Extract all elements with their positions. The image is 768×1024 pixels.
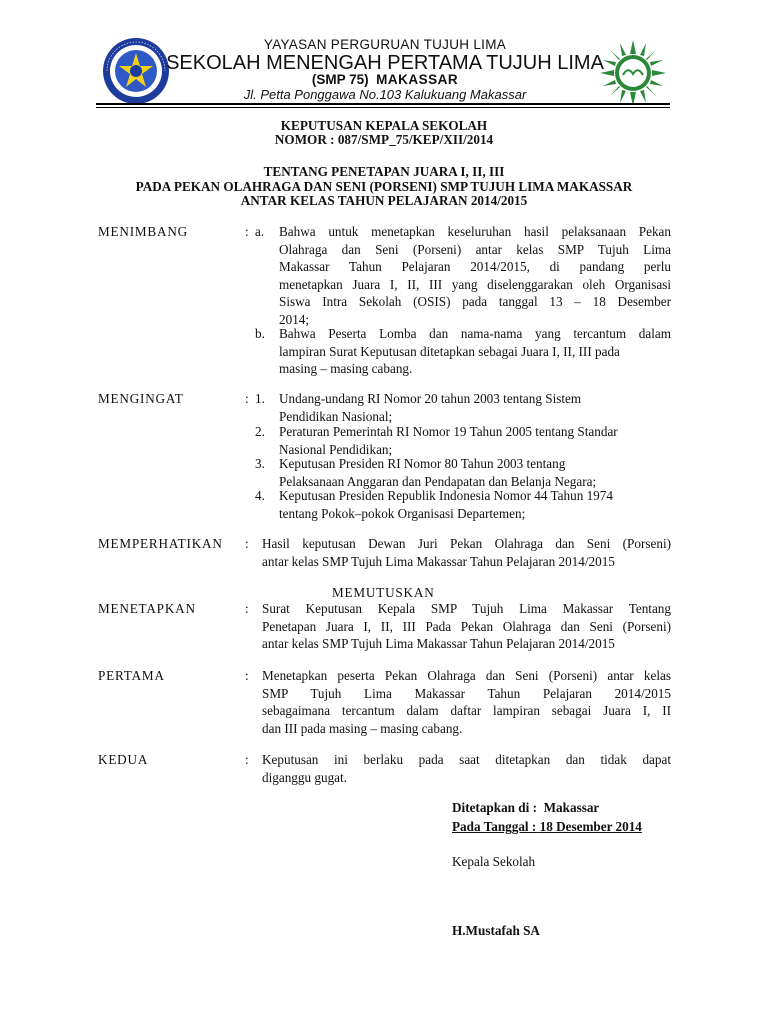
pertama-label: PERTAMA	[98, 668, 165, 683]
text-line: Menetapkan peserta Pekan Olahraga dan Seni (Porseni) antar kelas	[262, 668, 671, 683]
text-line: lampiran Surat Keputusan ditetapkan sebagai Juara I, II, III pada	[279, 343, 620, 359]
text-line: Penetapan Juara I, II, III Pada Pekan Olahraga dan Seni (Porseni)	[262, 618, 671, 634]
text-line: Pendidikan Nasional;	[279, 408, 393, 424]
mengingat-item-4	[279, 487, 671, 522]
memutuskan-heading: MEMUTUSKAN	[332, 585, 435, 600]
foundation-name: YAYASAN PERGURUAN TUJUH LIMA	[263, 37, 507, 52]
place-value: Makassar	[543, 800, 600, 815]
date-label: Pada Tanggal :	[452, 819, 537, 834]
text-line: Pelaksanaan Anggaran dan Pendapatan dan Belanja Negara;	[279, 473, 597, 489]
pertama-text	[262, 667, 671, 737]
header-rule-thick	[96, 103, 670, 105]
date-of-decree	[452, 818, 642, 836]
signer-name: H.Mustafah SA	[452, 923, 540, 938]
text-line: SMP Tujuh Lima Makassar Tahun Pelajaran 2014/2015	[262, 685, 671, 701]
menimbang-label: MENIMBANG	[98, 224, 188, 239]
mengingat-marker-2: 2.	[255, 424, 265, 439]
muhammadiyah-sun-icon	[598, 38, 668, 108]
kedua-colon: :	[245, 752, 249, 767]
right-logo	[598, 38, 668, 108]
menimbang-marker-a: a.	[255, 224, 265, 239]
text-line: dan III pada masing – masing cabang.	[262, 720, 463, 736]
decree-number: NOMOR : 087/SMP_75/KEP/XII/2014	[274, 132, 494, 147]
memperhatikan-colon: :	[245, 536, 249, 551]
text-line: Keputusan Presiden RI Nomor 80 Tahun 2003 tentang	[279, 456, 566, 471]
menetapkan-colon: :	[245, 601, 249, 616]
text-line: menetapkan Juara I, II, III yang diselenggarakan oleh Organisasi	[279, 276, 671, 292]
menimbang-item-a	[279, 223, 671, 328]
decree-event: PADA PEKAN OLAHRAGA DAN SENI (PORSENI) SMP TUJUH LIMA MAKASSAR	[135, 179, 633, 194]
text-line: Surat Keputusan Kepala SMP Tujuh Lima Makassar Tentang	[262, 601, 671, 616]
text-line: antar kelas SMP Tujuh Lima Makassar Tahun Pelajaran 2014/2015	[262, 636, 615, 651]
place-of-decree	[452, 799, 599, 817]
school-city: MAKASSAR	[376, 72, 459, 87]
text-line: sebagaimana tercantum dalam daftar lampiran sebagai Juara I, II	[262, 703, 671, 718]
menetapkan-label: MENETAPKAN	[98, 601, 196, 616]
text-line: Nasional Pendidikan;	[279, 441, 393, 457]
mengingat-marker-3: 3.	[255, 456, 265, 471]
place-label: Ditetapkan di :	[452, 800, 537, 815]
mengingat-label: MENGINGAT	[98, 391, 184, 406]
mengingat-item-2	[279, 423, 671, 458]
menimbang-marker-b: b.	[255, 326, 265, 341]
memperhatikan-text	[262, 535, 671, 570]
mengingat-colon: :	[245, 391, 249, 406]
kedua-text	[262, 751, 671, 786]
text-line: 2014;	[279, 311, 310, 327]
memperhatikan-label: MEMPERHATIKAN	[98, 536, 223, 551]
text-line: Siswa Intra Sekolah (OSIS) pada tanggal 13 – 18 Desember	[279, 294, 671, 309]
text-line: masing – masing cabang.	[279, 361, 413, 376]
mengingat-item-3	[279, 455, 671, 490]
school-code: (SMP 75)	[311, 72, 369, 87]
menimbang-item-b	[279, 325, 671, 378]
text-line: Keputusan ini berlaku pada saat ditetapkan dan tidak dapat	[262, 752, 671, 767]
school-name: SEKOLAH MENENGAH PERTAMA TUJUH LIMA	[166, 52, 604, 74]
mengingat-item-1	[279, 390, 671, 425]
pertama-colon: :	[245, 668, 249, 683]
text-line: Bahwa Peserta Lomba dan nama-nama yang tercantum dalam	[279, 326, 671, 341]
decree-year: ANTAR KELAS TAHUN PELAJARAN 2014/2015	[240, 193, 528, 208]
menimbang-colon: :	[245, 224, 249, 239]
text-line: antar kelas SMP Tujuh Lima Makassar Tahun Pelajaran 2014/2015	[262, 553, 615, 569]
text-line: Bahwa untuk menetapkan keseluruhan hasil pelaksanaan Pekan	[279, 224, 671, 239]
text-line: diganggu gugat.	[262, 769, 347, 785]
text-line: Hasil keputusan Dewan Juri Pekan Olahraga dan Seni (Porseni)	[262, 536, 671, 551]
text-line: tentang Pokok–pokok Organisasi Departemen;	[279, 505, 526, 521]
menetapkan-text	[262, 600, 671, 653]
date-value: 18 Desember 2014	[539, 819, 642, 834]
text-line: Undang-undang RI Nomor 20 tahun 2003 tentang Sistem	[279, 391, 582, 406]
school-address: Jl. Petta Ponggawa No.103 Kalukuang Makassar	[243, 87, 527, 102]
text-line: Olahraga dan Seni (Porseni) antar kelas SMP Tujuh Lima	[279, 241, 671, 257]
mengingat-marker-4: 4.	[255, 488, 265, 503]
text-line: Peraturan Pemerintah RI Nomor 19 Tahun 2005 tentang Standar	[279, 424, 618, 439]
decree-subject: TENTANG PENETAPAN JUARA I, II, III	[263, 164, 505, 179]
mengingat-marker-1: 1.	[255, 391, 265, 406]
text-line: Keputusan Presiden Republik Indonesia Nomor 44 Tahun 1974	[279, 488, 613, 503]
signer-position: Kepala Sekolah	[452, 854, 536, 869]
header-rule-thin	[96, 107, 670, 108]
kedua-label: KEDUA	[98, 752, 149, 767]
text-line: Makassar Tahun Pelajaran 2014/2015, di pandang perlu	[279, 259, 671, 274]
school-code-line	[160, 72, 610, 87]
decree-title: KEPUTUSAN KEPALA SEKOLAH	[280, 118, 488, 133]
